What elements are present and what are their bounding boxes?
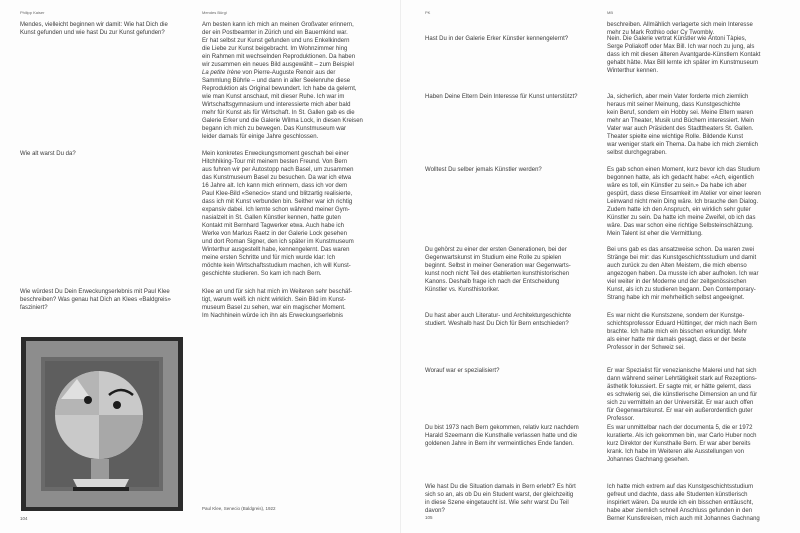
text-line: Im Nachhinein würde ich ihn als Erweckungserlebnis bbox=[202, 313, 344, 319]
text-line: Kunst, als ich zu studieren begann. Den Contemporary- bbox=[607, 287, 756, 293]
interviewee-label: Mendes Bürgi bbox=[202, 10, 227, 15]
text-line: Er war Spezialist für venezianische Malerei und hat sich bbox=[607, 368, 757, 374]
text-line: leider damals für einige Jahre geschlossen. bbox=[202, 134, 319, 140]
text-line: dass ich mit Kunst verbunden bin. Seither war ich richtig bbox=[202, 199, 353, 205]
interview-question bbox=[425, 367, 499, 375]
text-line: möchte kein Wirtschaftsstudium machen, ich will Kunst- bbox=[202, 263, 351, 269]
text-line: auch zurück zu den Alten Meistern, die mich ebenso bbox=[607, 263, 747, 269]
text-line: goldenen Jahre in Bern ihr vermeintliches Ende fanden. bbox=[425, 441, 574, 447]
text-line: die Liebe zur Kunst beigebracht. Im Wohnzimmer hing bbox=[202, 46, 348, 52]
text-line: Klee an und für sich hat mich im Weiteren sehr beschäf- bbox=[202, 289, 353, 295]
text-line: mehr an Theater, Musik und Büchern interessiert. Mein bbox=[607, 118, 755, 124]
text-line: Professor. bbox=[607, 416, 635, 422]
text-line: wäre. Das war schon eine richtige Selbsteinschätzung. bbox=[607, 223, 754, 229]
text-line: Werke von Markus Raetz in der Galerie Lock gesehen bbox=[202, 231, 347, 237]
senecio-painting-image bbox=[21, 337, 183, 511]
text-line: und dort Roman Signer, den ich später im Kunstmuseum bbox=[202, 239, 354, 245]
text-line: Kanons. Deshalb frage ich nach der Entscheidung bbox=[425, 279, 560, 285]
text-line: Es war nicht die Kunstszene, sondern der Kunstge- bbox=[607, 313, 745, 319]
text-line: Strang habe ich mir mehrheitlich selbst angeeignet. bbox=[607, 295, 745, 301]
interview-question bbox=[425, 166, 542, 174]
text-line: begann ich mich zu bewegen. Das Kunstmuseum war bbox=[202, 126, 347, 132]
text-line: sich so an, als ob Du ein Student warst, der gleichzeitig bbox=[425, 492, 574, 498]
text-line: in diese Szene eingetaucht ist. Wie sehr warst Du Teil bbox=[425, 500, 569, 506]
text-line: gehabt hätte. Max Bill lernte ich später im Kunstmuseum bbox=[607, 60, 759, 66]
text-line: 16 Jahre alt. Ich kann mich erinnern, dass ich vor dem bbox=[202, 183, 348, 189]
text-line: schichtsprofessor Eduard Hüttinger, der mich nach Bern bbox=[607, 321, 757, 327]
text-line: Leinwand nicht mein Ding wäre. Ich brauche den Dialog. bbox=[607, 199, 759, 205]
text-line: Ja, sicherlich, aber mein Vater forderte mich ziemlich bbox=[607, 94, 749, 100]
text-line: Bei uns gab es das ansatzweise schon. Da waren zwei bbox=[607, 247, 755, 253]
text-line: Wie hast Du die Situation damals in Bern erlebt? Es hört bbox=[425, 484, 576, 490]
text-line: kurz Direktor der Kunsthalle Bern. Er war aber bereits bbox=[607, 441, 751, 447]
text-line: krank. Ich habe im Weiteren alle Ausstellungen von bbox=[607, 449, 744, 455]
interview-question bbox=[425, 35, 568, 43]
interview-question bbox=[425, 93, 578, 101]
text-line: das Kunstmuseum Basel zu besuchen. Da war ich etwa bbox=[202, 175, 352, 181]
text-line: kuratierte. Als ich gekommen bin, war Carlo Huber noch bbox=[607, 433, 757, 439]
text-line: Wirtschaftsgymnasium und interessierte mich aber bald bbox=[202, 102, 351, 108]
text-line: Worauf war er spezialisiert? bbox=[425, 368, 500, 374]
interview-question bbox=[425, 424, 579, 448]
text-line: Vater war auch Präsident des Stadttheaters St. Gallen. bbox=[607, 126, 754, 132]
text-line: Kontakt mit Bernhard Tagwerker etwa. Auch habe ich bbox=[202, 223, 344, 229]
text-line: beginnt. Selbst in meiner Generation war Gegenwarts- bbox=[425, 263, 571, 269]
text-line: Hast Du in der Galerie Erker Künstler kennengelernt? bbox=[425, 36, 569, 42]
text-line: Künstler vs. Kunsthistoriker. bbox=[425, 287, 500, 293]
text-line: Kunst gefunden und wie hast Du zur Kunst gefunden? bbox=[20, 30, 165, 36]
text-line: Stränge bei mir: das Kunstgeschichtsstudium und damit bbox=[607, 255, 757, 261]
text-line: Mendes, vielleicht beginnen wir damit: Wie hat Dich die bbox=[20, 22, 168, 28]
text-line: Galerie Erker und die Galerie Wilma Lock, in diesen Kreisen bbox=[202, 118, 363, 124]
text-line: Reproduktion als Original bewundert. Ich habe da gelernt, bbox=[202, 86, 357, 92]
text-line: Winterthur ausgestellt habe, kennengelernt. Das waren bbox=[202, 247, 350, 253]
text-line: Er hat selbst zur Kunst gefunden und uns Enkelkindern bbox=[202, 38, 350, 44]
text-line: Berner Kunstkreisen, mich auch mit Johannes Gachnang bbox=[607, 516, 760, 522]
text-line: als einer hatte mir damals gesagt, dass er der beste bbox=[607, 337, 747, 343]
text-line: aus fuhren wir per Autostopp nach Basel, um zusammen bbox=[202, 167, 354, 173]
text-line: dass ich mit diesen älteren Avantgarde-Künstlern Kontakt bbox=[607, 52, 761, 58]
interviewer-label: Philipp Kaiser bbox=[20, 10, 45, 15]
text-line: Paul Klee-Bild «Senecio» stand und blitzartig realisierte, bbox=[202, 191, 353, 197]
text-line: Serge Poliakoff oder Max Bill. Ich war noch zu jung, als bbox=[607, 44, 755, 50]
interview-answer bbox=[607, 483, 760, 523]
text-line: begonnen hatte, als ich gedacht habe: «Ach, eigentlich bbox=[607, 175, 754, 181]
text-line: war weniger stark ein Thema. Da habe ich mich ziemlich bbox=[607, 142, 759, 148]
text-line: es schwierig sei, die künstlerische Dimension an und für bbox=[607, 392, 758, 398]
interview-answer bbox=[202, 150, 354, 278]
text-line: Zudem hatte ich den Anspruch, ein wirklich sehr guter bbox=[607, 207, 751, 213]
text-line: Du bist 1973 nach Bern gekommen, relativ kurz nachdem bbox=[425, 425, 579, 431]
text-line: mehr für Kunst als für Wirtschaft. In St. Gallen gab es die bbox=[202, 110, 355, 116]
interview-question bbox=[425, 246, 571, 294]
text-line: beschreiben. Allmählich verlagerte sich mein Interesse bbox=[607, 22, 753, 28]
text-line: Haben Deine Eltern Dein Interesse für Kunst unterstützt? bbox=[425, 94, 578, 100]
text-line: nasialzeit in St. Gallen Künstler kennen, hatte guten bbox=[202, 215, 341, 221]
text-line: gefreut und dachte, dass alle Studenten künstlerisch bbox=[607, 492, 748, 498]
text-line: Wie alt warst Du da? bbox=[20, 151, 76, 157]
interview-question bbox=[20, 21, 168, 37]
interview-answer bbox=[607, 166, 761, 238]
page-number: 104 bbox=[20, 516, 28, 521]
text-line: heraus mit seiner Meinung, dass Kunstgeschichte bbox=[607, 102, 741, 108]
text-line: wie man Kunst anschaut, mit dieser Ruhe. Ich war im bbox=[202, 94, 345, 100]
text-line: Hitchhiking-Tour mit meinem besten Freund. Von Bern bbox=[202, 159, 348, 165]
text-line: Wolltest Du selber jemals Künstler werden? bbox=[425, 167, 542, 173]
text-line: Am besten kann ich mich an meinen Großvater erinnern, bbox=[202, 22, 354, 28]
text-line: expansiv dabei. Ich lernte schon während meiner Gym- bbox=[202, 207, 350, 213]
text-line: angezogen haben. Da musste ich aber aufholen. Ich war bbox=[607, 271, 759, 277]
interview-answer bbox=[607, 246, 759, 302]
interview-question bbox=[20, 150, 76, 158]
interview-answer bbox=[607, 367, 757, 423]
text-line: Mein Talent ist eher die Vermittlung. bbox=[607, 231, 703, 237]
text-line: Du gehörst zu einer der ersten Generationen, bei der bbox=[425, 247, 567, 253]
text-line: davon? bbox=[425, 508, 445, 514]
interview-answer bbox=[607, 93, 758, 157]
text-line: dann während seiner Lehrtätigkeit stark auf Rezeptions- bbox=[607, 376, 757, 382]
text-line: Winterthur kennen. bbox=[607, 68, 659, 74]
text-line: ästhetik fokussiert. Er sagte mir, er hätte gelernt, dass bbox=[607, 384, 752, 390]
text-line: der ein Postbeamter in Zürich und ein Bauernkind war. bbox=[202, 30, 348, 36]
text-line: mehr zu Mark Rothko oder Cy Twombly. bbox=[607, 30, 715, 36]
interview-question bbox=[20, 288, 171, 312]
interview-answer bbox=[607, 35, 760, 75]
interview-answer bbox=[607, 424, 756, 464]
text-line: viel weiter in der Moderne und der zeitgenössischen bbox=[607, 279, 747, 285]
text-line: für Gegenwartskunst. Er war ein außerordentlich guter bbox=[607, 408, 753, 414]
text-line: meine ersten Schritte und für mich wurde klar: Ich bbox=[202, 255, 336, 261]
text-line: Sammlung Bührle – und dann in aller Seelenruhe diese bbox=[202, 78, 351, 84]
text-line: tigt, warum weiß ich nicht wirklich. Sein Bild im Kunst- bbox=[202, 297, 346, 303]
text-line: selbst durchgegraben. bbox=[607, 150, 667, 156]
text-line: kein Beruf, sondern ein Hobby sei. Meine Eltern waren bbox=[607, 110, 754, 116]
text-line: Harald Szeemann die Kunsthalle verlassen hatte und die bbox=[425, 433, 578, 439]
text-line: museum Basel zu sehen, war ein magischer Moment. bbox=[202, 305, 346, 311]
interview-answer bbox=[202, 21, 363, 141]
text-line: brachte. Ich hatte mich ein bisschen erkundigt. Mehr bbox=[607, 329, 748, 335]
text-line: Theater spielte eine wichtige Rolle. Bildende Kunst bbox=[607, 134, 744, 140]
right-page bbox=[401, 0, 800, 533]
text-line: gespürt, dass diese Einsamkeit im Atelier vor einer leeren bbox=[607, 191, 761, 197]
interview-answer bbox=[202, 288, 352, 320]
text-line: Künstler zu sein. Da hatte ich meine Zweifel, ob ich das bbox=[607, 215, 756, 221]
text-line: Es gab schon einen Moment, kurz bevor ich das Studium bbox=[607, 167, 760, 173]
text-line: La petite Irène von Pierre-Auguste Renoir aus der bbox=[202, 70, 336, 76]
text-line: Mein konkretes Erweckungsmoment geschah bei einer bbox=[202, 151, 349, 157]
text-line: studiert. Weshalb hast Du Dich für Bern entschieden? bbox=[425, 321, 569, 327]
text-line: beschreiben? Was genau hat Dich an Klees «Baldgreis» bbox=[20, 297, 171, 303]
text-line: wir zusammen ein neues Bild ausgewählt – zum Beispiel bbox=[202, 62, 354, 68]
interview-question bbox=[425, 483, 576, 515]
text-line: Wie würdest Du Dein Erweckungserlebnis mit Paul Klee bbox=[20, 289, 170, 295]
text-line: geschichte studieren. So kam ich nach Bern. bbox=[202, 271, 322, 277]
text-line: Du hast aber auch Literatur- und Architekturgeschichte bbox=[425, 313, 572, 319]
text-line: habe aber ziemlich schnell Anschluss gefunden in den bbox=[607, 508, 753, 514]
text-line: inspiriert wären. Da wurde ich ein bisschen enttäuscht, bbox=[607, 500, 754, 506]
text-line: Nein. Die Galerie vertrat Künstler wie Antoni Tàpies, bbox=[607, 36, 747, 42]
interviewer-label: PK bbox=[425, 10, 431, 15]
text-line: Ich hatte mich extrem auf das Kunstgeschichtsstudium bbox=[607, 484, 754, 490]
text-line: Gegenwartskunst im Studium eine Rolle zu spielen bbox=[425, 255, 562, 261]
interviewee-label: MB bbox=[607, 10, 613, 15]
text-line: sich zu vermitteln an der Universität. Er war auch offen bbox=[607, 400, 754, 406]
text-line: wäre es toll, ein Künstler zu sein.» Da habe ich aber bbox=[607, 183, 747, 189]
text-line: Johannes Gachnang gesehen. bbox=[607, 457, 690, 463]
image-caption: Paul Klee, Senecio (Baldgreis), 1922 bbox=[202, 506, 276, 511]
interview-question bbox=[425, 312, 571, 328]
page-number: 105 bbox=[425, 515, 433, 520]
text-line: kunst noch nicht Teil des etablierten kunsthistorischen bbox=[425, 271, 570, 277]
interview-answer bbox=[607, 312, 757, 352]
text-line: fasziniert? bbox=[20, 305, 48, 311]
text-line: Professor in der Schweiz sei. bbox=[607, 345, 685, 351]
text-line: Es war unmittelbar nach der documenta 5, die er 1972 bbox=[607, 425, 753, 431]
text-line: ein Rahmen mit wechselnden Reproduktionen. Da haben bbox=[202, 54, 356, 60]
